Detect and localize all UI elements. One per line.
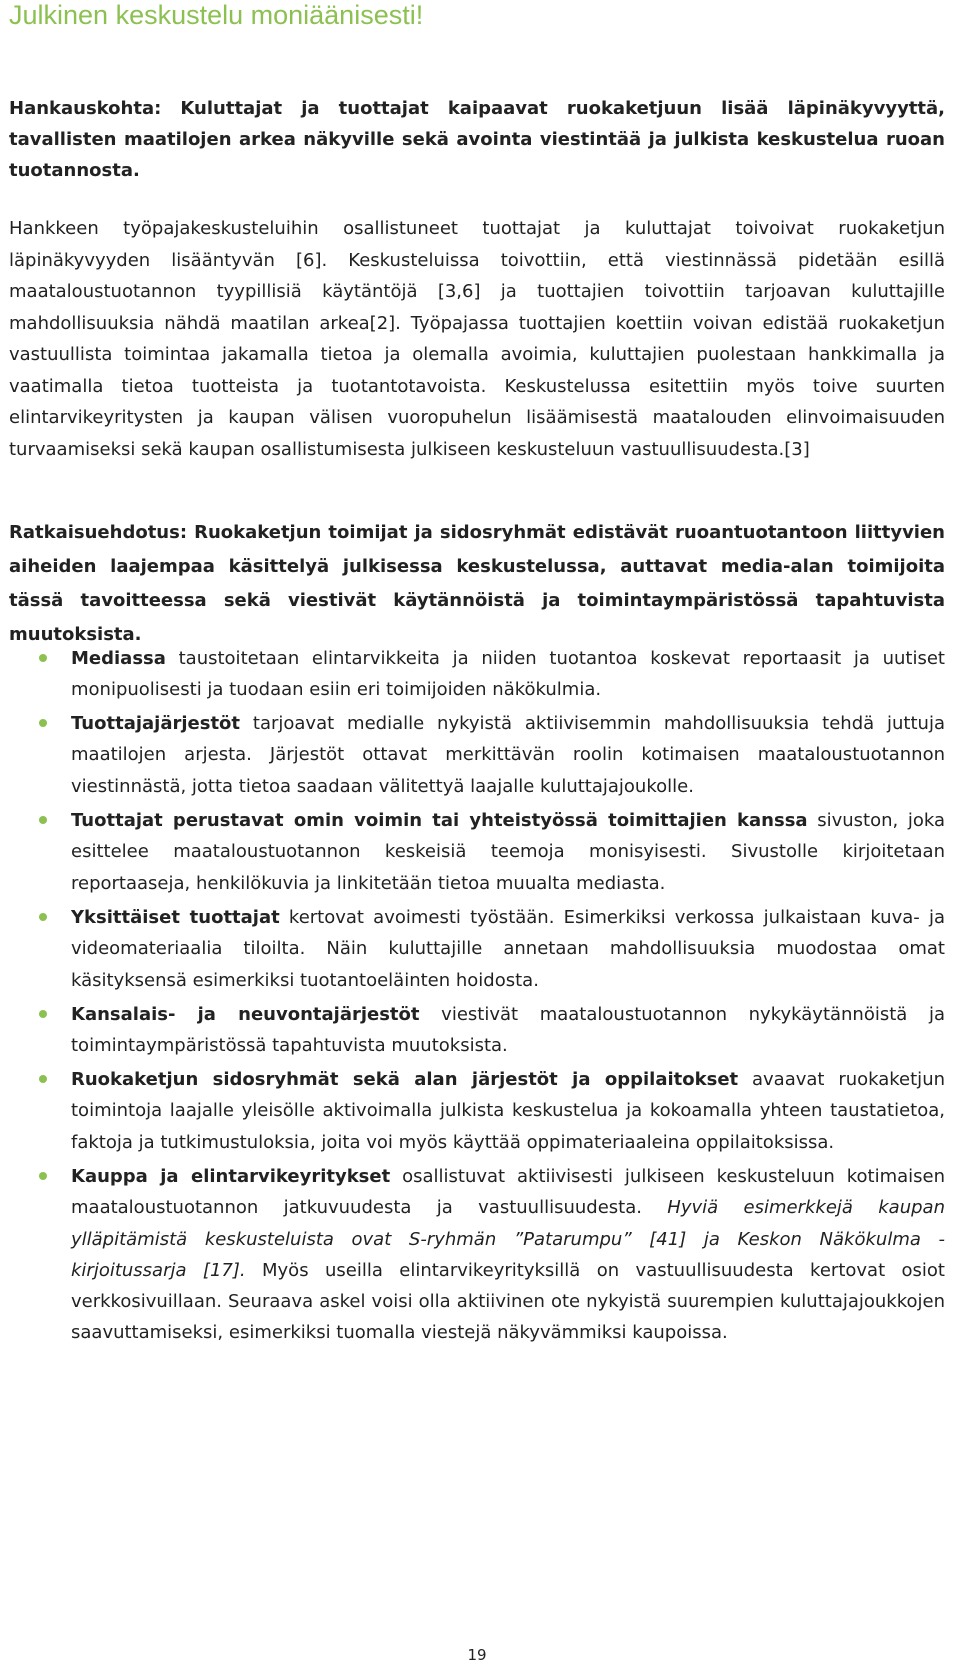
list-item: [9, 708, 945, 805]
list-item-italic: Hyviä esimerkkejä kaupan ylläpitämistä keskusteluista ovat S-ryhmän ”Patarumpu” [41] ja Keskon Näkökulma -kirjoitussarja [17].: [71, 1197, 945, 1281]
list-item-text: taustoitetaan elintarvikkeita ja niiden tuotantoa koskevat reportaasit ja uutiset monipuolisesti ja tuodaan esiin eri toimijoiden näkökulmia.: [71, 648, 945, 701]
bullet-icon: [39, 654, 47, 662]
list-item-lead: Kansalais- ja neuvontajärjestöt: [71, 1004, 420, 1025]
list-item-text: tarjoavat medialle nykyistä aktiivisemmin mahdollisuuksia tehdä juttuja maatilojen arjesta. Järjestöt ottavat merkittävän roolin kotimaisen maataloustuotannon viestinnästä, jotta tietoa saadaan välitettyä laajalle kuluttajajoukolle.: [71, 713, 945, 797]
hankauskohta-text: Kuluttajat ja tuottajat kaipaavat ruokaketjuun lisää läpinäkyvyyttä, tavallisten maatilojen arkea näkyville sekä avointa viestintää ja julkista keskustelua ruoan tuotannosta.: [9, 98, 945, 181]
bullet-icon: [39, 1010, 47, 1018]
list-item-lead: Kauppa ja elintarvikeyritykset: [71, 1166, 391, 1187]
list-item-text: viestivät maataloustuotannon nykykäytännöistä ja toimintaympäristössä tapahtuvista muutoksista.: [71, 1004, 946, 1057]
list-item: [9, 1064, 945, 1161]
list-item-lead: Yksittäiset tuottajat: [71, 907, 280, 928]
ratkaisuehdotus-text: Ruokaketjun toimijat ja sidosryhmät edistävät ruoantuotantoon liittyvien aiheiden laajempaa käsittelyä julkisessa keskustelussa, auttavat media-alan toimijoita tässä tavoitteessa sekä viestivät käytännöistä ja toimintaympäristössä tapahtuvista muutoksista.: [9, 522, 945, 645]
bullet-icon: [39, 1172, 47, 1180]
page-number: 19: [467, 1646, 487, 1664]
list-item-text: avaavat ruokaketjun toimintoja laajalle yleisölle aktivoimalla julkista keskustelua ja kokoamalla yhteen taustatietoa, faktoja ja tutkimustuloksia, joita voi myös käyttää oppimateriaaleina oppilaitoksissa.: [71, 1069, 946, 1153]
list-item: [9, 1161, 946, 1344]
body-paragraph: Hankkeen työpajakeskusteluihin osallistuneet tuottajat ja kuluttajat toivoivat ruokaketjun läpinäkyvyyden lisääntyvän [6]. Keskusteluissa toivottiin, että viestinnässä pidetään esillä maataloustuotannon tyypillisiä käytäntöjä [3,6] ja tuottajien toivottiin tarjoavan kuluttajille mahdollisuuksia nähdä maatilan arkea[2]. Työpajassa tuottajien koettiin voivan edistää ruokaketjun vastuullista toimintaa jakamalla tietoa ja olemalla avoimia, kuluttajien puolestaan hankkimalla ja vaatimalla tietoa tuotteista ja tuotantotavoista. Keskustelussa esitettiin myös toive suurten elintarvikeyritysten ja kaupan välisen vuoropuhelun lisäämisestä maatalouden elinvoimaisuuden turvaamiseksi sekä kaupan osallistumisesta julkiseen keskusteluun vastuullisuudesta.[3]: [9, 218, 945, 460]
list-item-text: osallistuvat aktiivisesti julkiseen keskusteluun kotimaisen maataloustuotannon jatkuvuudesta ja vastuullisuudesta.: [71, 1166, 946, 1219]
proposal-list: [9, 643, 946, 1344]
hankauskohta-label: Hankauskohta:: [9, 98, 162, 119]
bullet-icon: [39, 1075, 47, 1083]
list-item-tail: Myös useilla elintarvikeyrityksillä on vastuullisuudesta kertovat osiot verkkosivuillaan. Seuraava askel voisi olla aktiivinen ote nykyistä suurempien kuluttajajoukkojen saavuttamiseksi, esimerkiksi tuomalla viestejä näkyvämmiksi kaupoissa.: [71, 1259, 945, 1344]
page-title: Julkinen keskustelu moniäänisesti!: [9, 0, 424, 30]
ratkaisuehdotus-paragraph: [9, 516, 945, 652]
ratkaisuehdotus-label: Ratkaisuehdotus:: [9, 522, 188, 543]
list-item: [9, 805, 945, 902]
bullet-icon: [39, 913, 47, 921]
list-item-lead: Mediassa: [71, 648, 166, 669]
list-item: [9, 643, 945, 708]
list-item-text: sivuston, joka esittelee maataloustuotannon keskeisiä teemoja monisyisesti. Sivustolle kirjoitetaan reportaaseja, henkilökuvia ja linkitetään tietoa muualta mediasta.: [71, 810, 945, 894]
list-item: [9, 902, 945, 999]
bullet-icon: [39, 719, 47, 727]
bullet-icon: [39, 816, 47, 824]
list-item-lead: Tuottajat perustavat omin voimin tai yhteistyössä toimittajien kanssa: [71, 810, 808, 831]
list-item-text: kertovat avoimesti työstään. Esimerkiksi verkossa julkaistaan kuva- ja videomateriaalia tiloilta. Näin kuluttajille annetaan mahdollisuuksia muodostaa omat käsityksensä esimerkiksi tuotantoeläinten hoidosta.: [71, 907, 945, 991]
list-item: [9, 999, 945, 1064]
list-item-lead: Ruokaketjun sidosryhmät sekä alan järjestöt ja oppilaitokset: [71, 1069, 739, 1090]
hankauskohta-paragraph: [9, 93, 945, 186]
list-item-lead: Tuottajajärjestöt: [71, 713, 241, 734]
